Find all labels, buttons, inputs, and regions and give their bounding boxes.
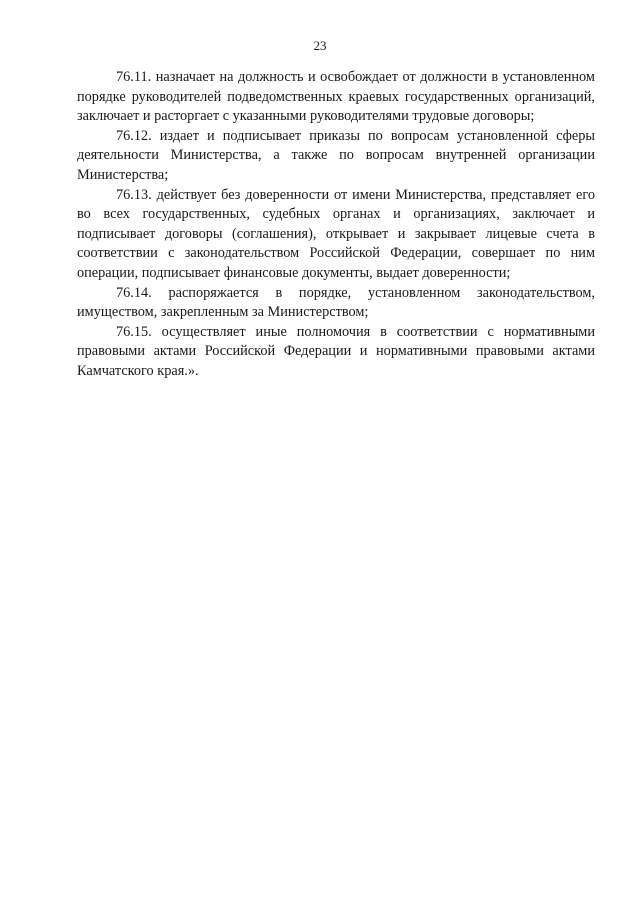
page-number: 23 xyxy=(313,38,327,53)
paragraph-76-12: 76.12. издает и подписывает приказы по вопросам установленной сферы деятельности Министерства, а также по вопросам внутренней организации Министерства; xyxy=(77,127,595,183)
paragraph-76-11: 76.11. назначает на должность и освобождает от должности в установленном порядке руководителей подведомственных краевых государственных организаций, заключает и расторгает с указанными руководителями трудовые договоры; xyxy=(77,69,595,125)
paragraph-76-15: 76.15. осуществляет иные полномочия в соответствии с нормативными правовыми актами Российской Федерации и нормативными правовыми актами Камчатского края.». xyxy=(77,323,595,379)
document-body xyxy=(77,68,595,382)
paragraph-76-14: 76.14. распоряжается в порядке, установленном законодательством, имуществом, закрепленным за Министерством; xyxy=(77,284,595,321)
paragraph-76-13: 76.13. действует без доверенности от имени Министерства, представляет его во всех государственных, судебных органах и организациях, заключает и подписывает договоры (соглашения), открывает и закрывает лицевые счета в соответствии с законодательством Российской Федерации, совершает по ним операции, подписывает финансовые документы, выдает доверенности; xyxy=(77,186,595,281)
